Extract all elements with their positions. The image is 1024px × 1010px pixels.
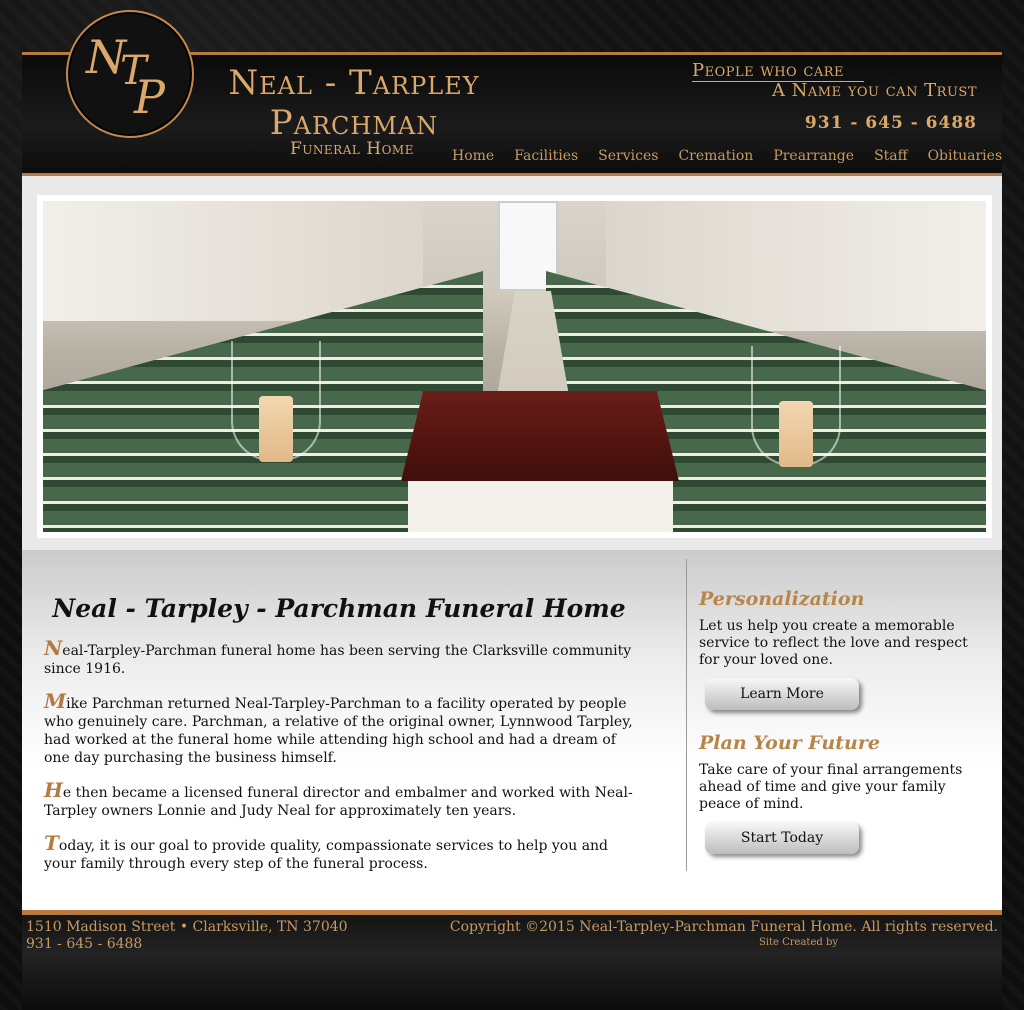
intro-paragraph-1 [44,636,634,678]
nav-facilities[interactable]: Facilities [514,148,579,164]
drop-cap: N [44,636,63,660]
brand-line-2: Parchman [269,103,439,143]
header-phone: 931 - 645 - 6488 [804,113,977,133]
drop-cap: T [44,831,59,855]
hero-photo-frame [37,195,992,538]
drop-cap: H [44,778,63,802]
start-today-button[interactable]: Start Today [705,822,859,854]
photo-candle-right [779,401,813,467]
drop-cap: M [44,689,67,713]
nav-home[interactable]: Home [452,148,495,164]
page-title: Neal - Tarpley - Parchman Funeral Home [52,594,626,623]
tagline-1: People who care [692,60,864,82]
intro-paragraph-2 [44,689,634,767]
content-section [22,550,1002,910]
footer-address: 1510 Madison Street • Clarksville, TN 37040 [26,919,348,935]
footer-phone: 931 - 645 - 6488 [26,936,143,952]
photo-candle-left [259,396,293,462]
footer-contact [26,919,348,953]
logo-letter-n: N [86,30,127,84]
chapel-photo [43,201,986,532]
brand-line-1: Neal - Tarpley [228,63,480,103]
main-nav [452,148,1022,164]
nav-prearrange[interactable]: Prearrange [773,148,855,164]
nav-staff[interactable]: Staff [874,148,908,164]
paragraph-text: oday, it is our goal to provide quality, compassionate services to help you and your family through every step of the funeral process. [44,838,609,872]
site-footer [22,910,1002,1010]
plan-heading: Plan Your Future [699,732,880,754]
logo[interactable] [66,10,194,138]
plan-text: Take care of your final arrangements ahead of time and give your family peace of mind. [699,762,963,812]
photo-podium-base [408,481,673,532]
learn-more-button[interactable]: Learn More [705,678,859,710]
page [22,0,1002,1010]
hero-section [22,176,1002,550]
logo-letter-p: P [134,70,165,124]
tagline-2: A Name you can Trust [771,80,977,101]
footer-copyright: Copyright ©2015 Neal-Tarpley-Parchman Funeral Home. All rights reserved. [449,919,998,935]
nav-cremation[interactable]: Cremation [678,148,754,164]
intro-paragraph-4 [44,831,634,873]
intro-paragraph-3 [44,778,634,820]
brand-subtitle: Funeral Home [290,139,414,159]
paragraph-text: ike Parchman returned Neal-Tarpley-Parchman to a facility operated by people who genuinely care. Parchman, a relative of the original owner, Lynnwood Tarpley, had worked at the funeral home while attending high school and had a dream of one day purchasing the business himself. [44,696,633,766]
logo-letter-t: T [120,48,147,94]
paragraph-text: e then became a licensed funeral director and embalmer and worked with Neal-Tarpley owners Lonnie and Judy Neal for approximately ten years. [44,785,633,819]
brand-title [214,63,494,143]
nav-obituaries[interactable]: Obituaries [927,148,1003,164]
personalization-heading: Personalization [699,588,865,610]
personalization-text: Let us help you create a memorable service to reflect the love and respect for your loved one. [699,618,968,668]
site-header [22,30,1003,176]
column-divider [686,559,687,871]
footer-credit[interactable]: Site Created by [758,937,838,948]
nav-services[interactable]: Services [598,148,659,164]
paragraph-text: eal-Tarpley-Parchman funeral home has been serving the Clarksville community since 1916. [44,643,632,677]
photo-podium [401,391,679,481]
